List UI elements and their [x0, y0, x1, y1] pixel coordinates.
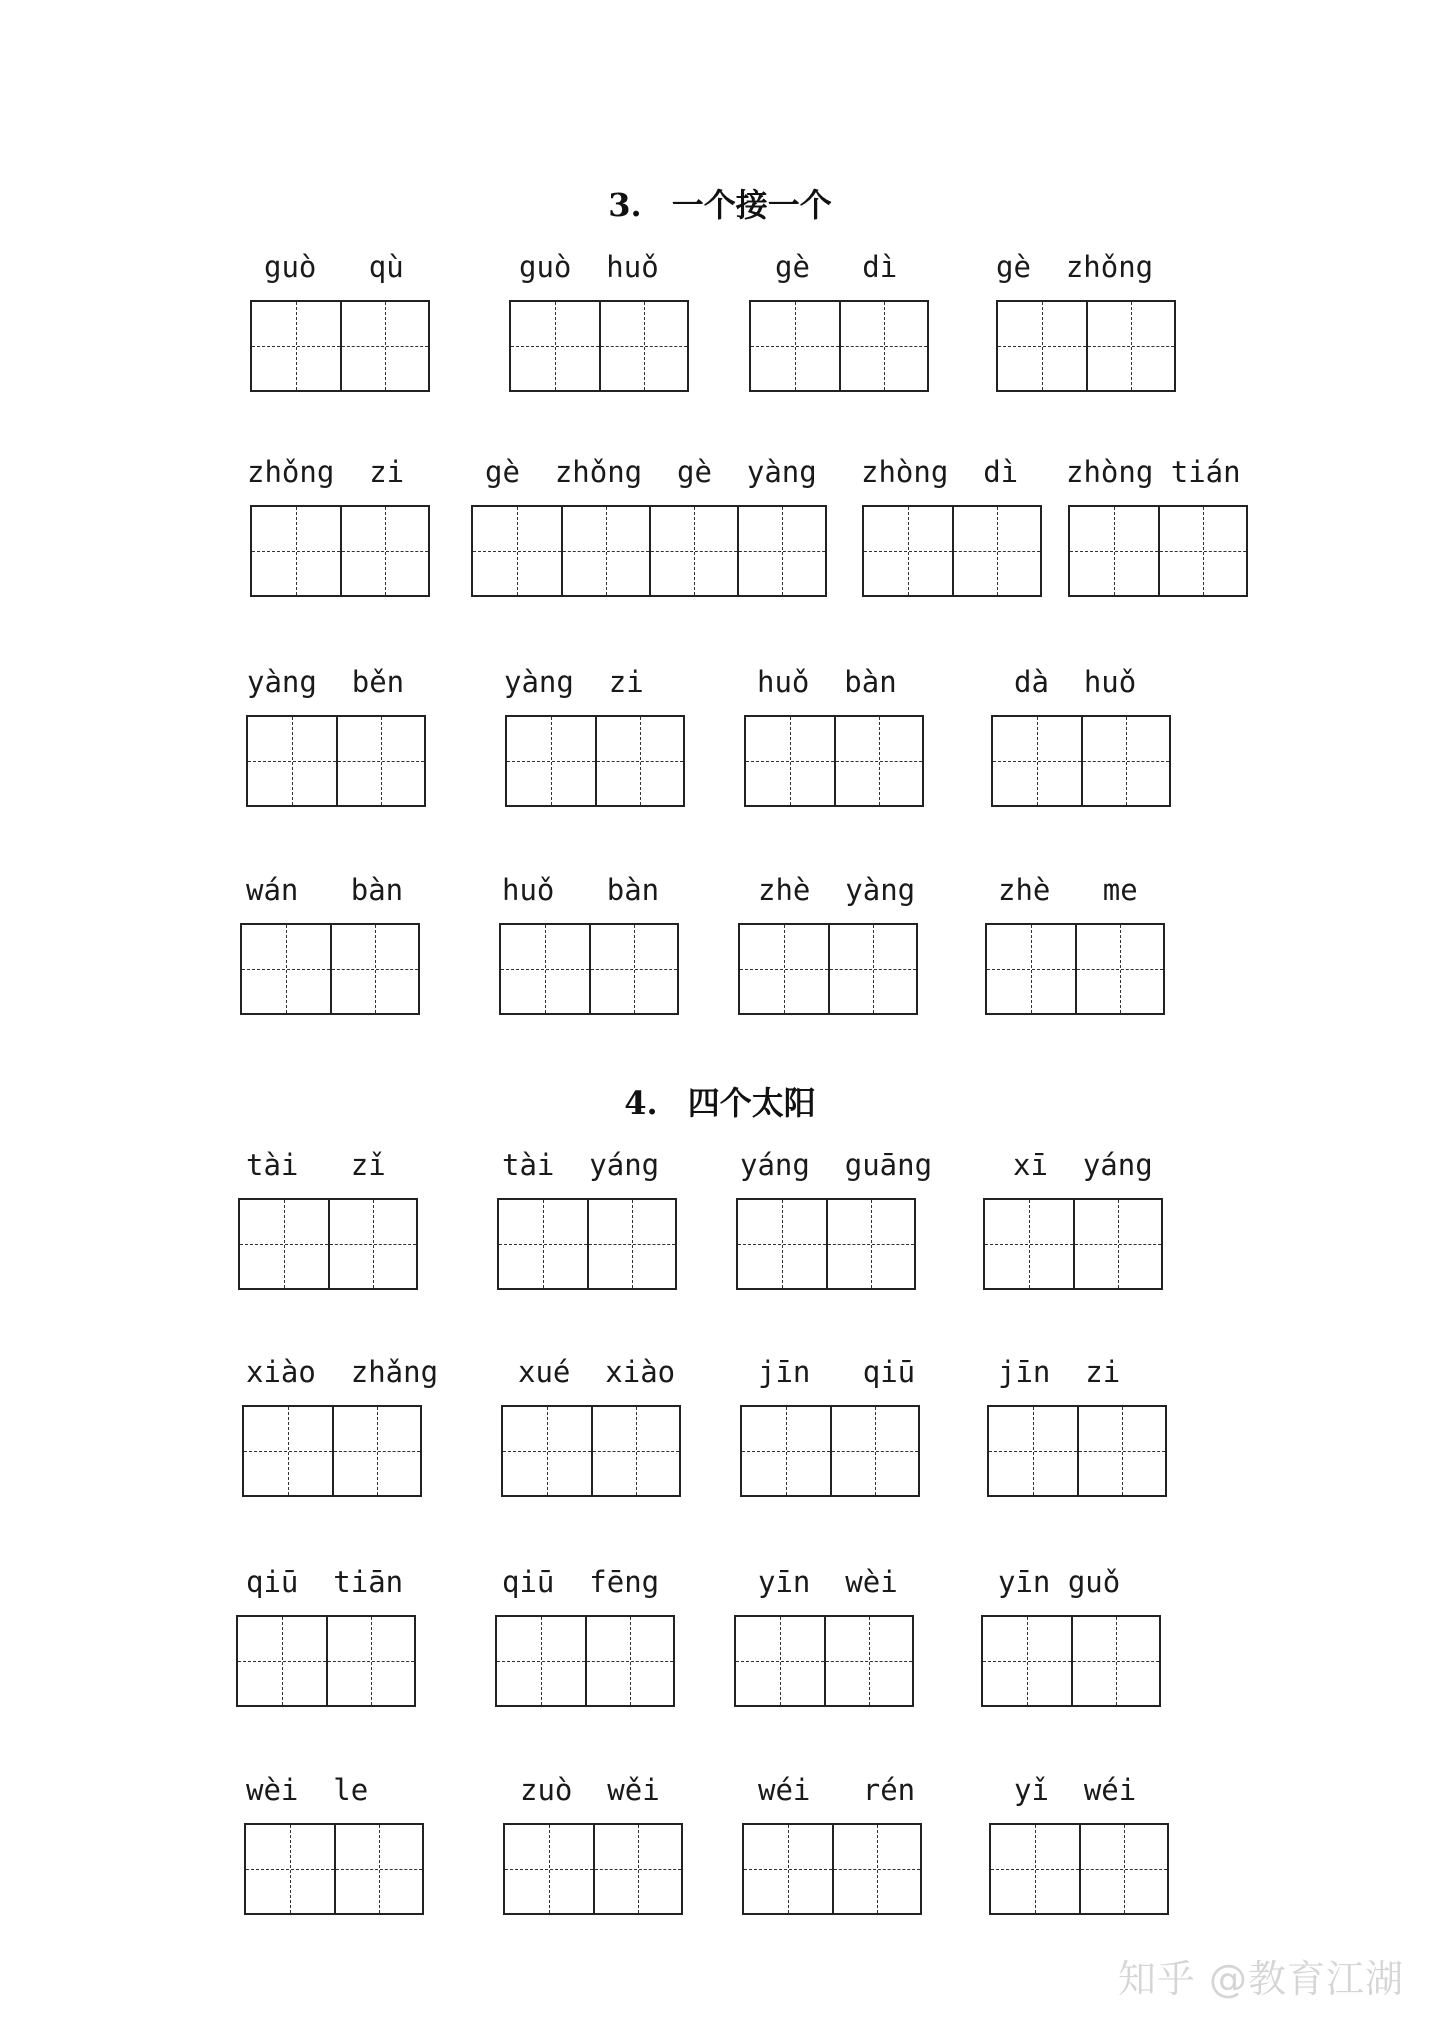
grid-cell: [499, 1200, 587, 1288]
grid-cell: [591, 1407, 679, 1495]
pinyin-label: huǒ bàn: [502, 873, 660, 907]
tianzige-grid: [738, 923, 918, 1015]
pinyin-label: jīn qiū: [758, 1355, 916, 1389]
tianzige-grid: [240, 923, 420, 1015]
grid-cell: [561, 507, 649, 595]
grid-cell: [328, 1200, 416, 1288]
grid-cell: [252, 507, 340, 595]
grid-cell: [240, 1200, 328, 1288]
grid-cell: [991, 1825, 1079, 1913]
pinyin-label: xiào zhǎng: [246, 1355, 439, 1389]
grid-cell: [742, 1407, 830, 1495]
grid-cell: [244, 1407, 332, 1495]
pinyin-label: zhǒng zi: [247, 455, 405, 489]
section-number: 3.: [608, 186, 642, 224]
pinyin-label: yàng běn: [247, 665, 405, 699]
grid-cell: [824, 1617, 912, 1705]
tianzige-grid: [503, 1823, 683, 1915]
pinyin-label: tài yáng: [502, 1148, 660, 1182]
tianzige-grid: [987, 1405, 1167, 1497]
pinyin-label: dà huǒ: [1014, 665, 1137, 699]
tianzige-grid: [740, 1405, 920, 1497]
grid-cell: [501, 925, 589, 1013]
tianzige-grid: [505, 715, 685, 807]
grid-cell: [987, 925, 1075, 1013]
lesson-title: 一个接一个: [671, 186, 832, 224]
pinyin-label: guò qù: [264, 250, 404, 284]
grid-cell: [340, 302, 428, 390]
pinyin-label: qiū tiān: [246, 1565, 404, 1599]
tianzige-grid: [981, 1615, 1161, 1707]
lesson-title: 四个太阳: [687, 1084, 816, 1122]
pinyin-label: xī yáng: [1013, 1148, 1153, 1182]
grid-cell: [989, 1407, 1077, 1495]
grid-cell: [649, 507, 737, 595]
grid-cell: [242, 925, 330, 1013]
pinyin-label: huǒ bàn: [757, 665, 897, 699]
pinyin-label: gè zhǒng gè yàng: [485, 455, 817, 489]
pinyin-label: wéi rén: [758, 1773, 916, 1807]
grid-cell: [248, 717, 336, 805]
tianzige-grid: [742, 1823, 922, 1915]
pinyin-label: gè zhǒng: [996, 250, 1154, 284]
tianzige-grid: [246, 715, 426, 807]
pinyin-label: jīn zi: [998, 1355, 1121, 1389]
pinyin-label: zhòng tián: [1066, 455, 1241, 489]
pinyin-label: xué xiào: [518, 1355, 676, 1389]
tianzige-grid: [734, 1615, 914, 1707]
grid-cell: [1077, 1407, 1165, 1495]
grid-cell: [599, 302, 687, 390]
grid-cell: [744, 1825, 832, 1913]
pinyin-label: yáng guāng: [740, 1148, 933, 1182]
grid-cell: [595, 717, 683, 805]
grid-cell: [252, 302, 340, 390]
grid-cell: [1070, 507, 1158, 595]
section-number: 4.: [624, 1084, 658, 1122]
tianzige-grid: [238, 1198, 418, 1290]
pinyin-label: qiū fēng: [502, 1565, 660, 1599]
grid-cell: [246, 1825, 334, 1913]
grid-cell: [998, 302, 1086, 390]
grid-cell: [497, 1617, 585, 1705]
grid-cell: [826, 1200, 914, 1288]
grid-cell: [505, 1825, 593, 1913]
grid-cell: [326, 1617, 414, 1705]
grid-cell: [585, 1617, 673, 1705]
grid-cell: [507, 717, 595, 805]
grid-cell: [985, 1200, 1073, 1288]
pinyin-label: wán bàn: [246, 873, 404, 907]
tianzige-grid: [1068, 505, 1248, 597]
grid-cell: [736, 1617, 824, 1705]
tianzige-grid: [744, 715, 924, 807]
grid-cell: [993, 717, 1081, 805]
tianzige-grid: [471, 505, 827, 597]
tianzige-grid: [736, 1198, 916, 1290]
tianzige-grid: [985, 923, 1165, 1015]
tianzige-grid: [244, 1823, 424, 1915]
grid-cell: [1086, 302, 1174, 390]
pinyin-label: zhè me: [998, 873, 1138, 907]
grid-cell: [1081, 717, 1169, 805]
grid-cell: [1079, 1825, 1167, 1913]
grid-cell: [839, 302, 927, 390]
grid-cell: [473, 507, 561, 595]
section-title: [0, 180, 1440, 226]
grid-cell: [746, 717, 834, 805]
grid-cell: [828, 925, 916, 1013]
tianzige-grid: [862, 505, 1042, 597]
watermark: 知乎 @教育江湖: [1117, 1957, 1404, 2001]
tianzige-grid: [250, 300, 430, 392]
grid-cell: [238, 1617, 326, 1705]
grid-cell: [503, 1407, 591, 1495]
tianzige-grid: [236, 1615, 416, 1707]
grid-cell: [738, 1200, 826, 1288]
pinyin-label: wèi le: [246, 1773, 369, 1807]
grid-cell: [334, 1825, 422, 1913]
tianzige-grid: [497, 1198, 677, 1290]
tianzige-grid: [989, 1823, 1169, 1915]
pinyin-label: yàng zi: [504, 665, 644, 699]
pinyin-label: gè dì: [775, 250, 898, 284]
section-title: [0, 1078, 1440, 1124]
pinyin-label: tài zǐ: [246, 1148, 386, 1182]
grid-cell: [587, 1200, 675, 1288]
pinyin-label: zhòng dì: [861, 455, 1019, 489]
grid-cell: [1158, 507, 1246, 595]
tianzige-grid: [509, 300, 689, 392]
grid-cell: [336, 717, 424, 805]
tianzige-grid: [749, 300, 929, 392]
grid-cell: [589, 925, 677, 1013]
pinyin-label: yīn wèi: [758, 1565, 898, 1599]
pinyin-label: zuò wěi: [520, 1773, 660, 1807]
grid-cell: [593, 1825, 681, 1913]
pinyin-label: yīn guǒ: [998, 1565, 1121, 1599]
tianzige-grid: [991, 715, 1171, 807]
tianzige-grid: [250, 505, 430, 597]
tianzige-grid: [983, 1198, 1163, 1290]
tianzige-grid: [242, 1405, 422, 1497]
pinyin-label: yǐ wéi: [1014, 1773, 1137, 1807]
pinyin-label: guò huǒ: [519, 250, 659, 284]
tianzige-grid: [996, 300, 1176, 392]
grid-cell: [330, 925, 418, 1013]
grid-cell: [1075, 925, 1163, 1013]
pinyin-label: zhè yàng: [758, 873, 916, 907]
grid-cell: [830, 1407, 918, 1495]
grid-cell: [864, 507, 952, 595]
grid-cell: [834, 717, 922, 805]
grid-cell: [952, 507, 1040, 595]
grid-cell: [740, 925, 828, 1013]
grid-cell: [332, 1407, 420, 1495]
grid-cell: [751, 302, 839, 390]
grid-cell: [1071, 1617, 1159, 1705]
grid-cell: [832, 1825, 920, 1913]
grid-cell: [1073, 1200, 1161, 1288]
tianzige-grid: [501, 1405, 681, 1497]
tianzige-grid: [499, 923, 679, 1015]
grid-cell: [983, 1617, 1071, 1705]
grid-cell: [511, 302, 599, 390]
grid-cell: [737, 507, 825, 595]
grid-cell: [340, 507, 428, 595]
tianzige-grid: [495, 1615, 675, 1707]
